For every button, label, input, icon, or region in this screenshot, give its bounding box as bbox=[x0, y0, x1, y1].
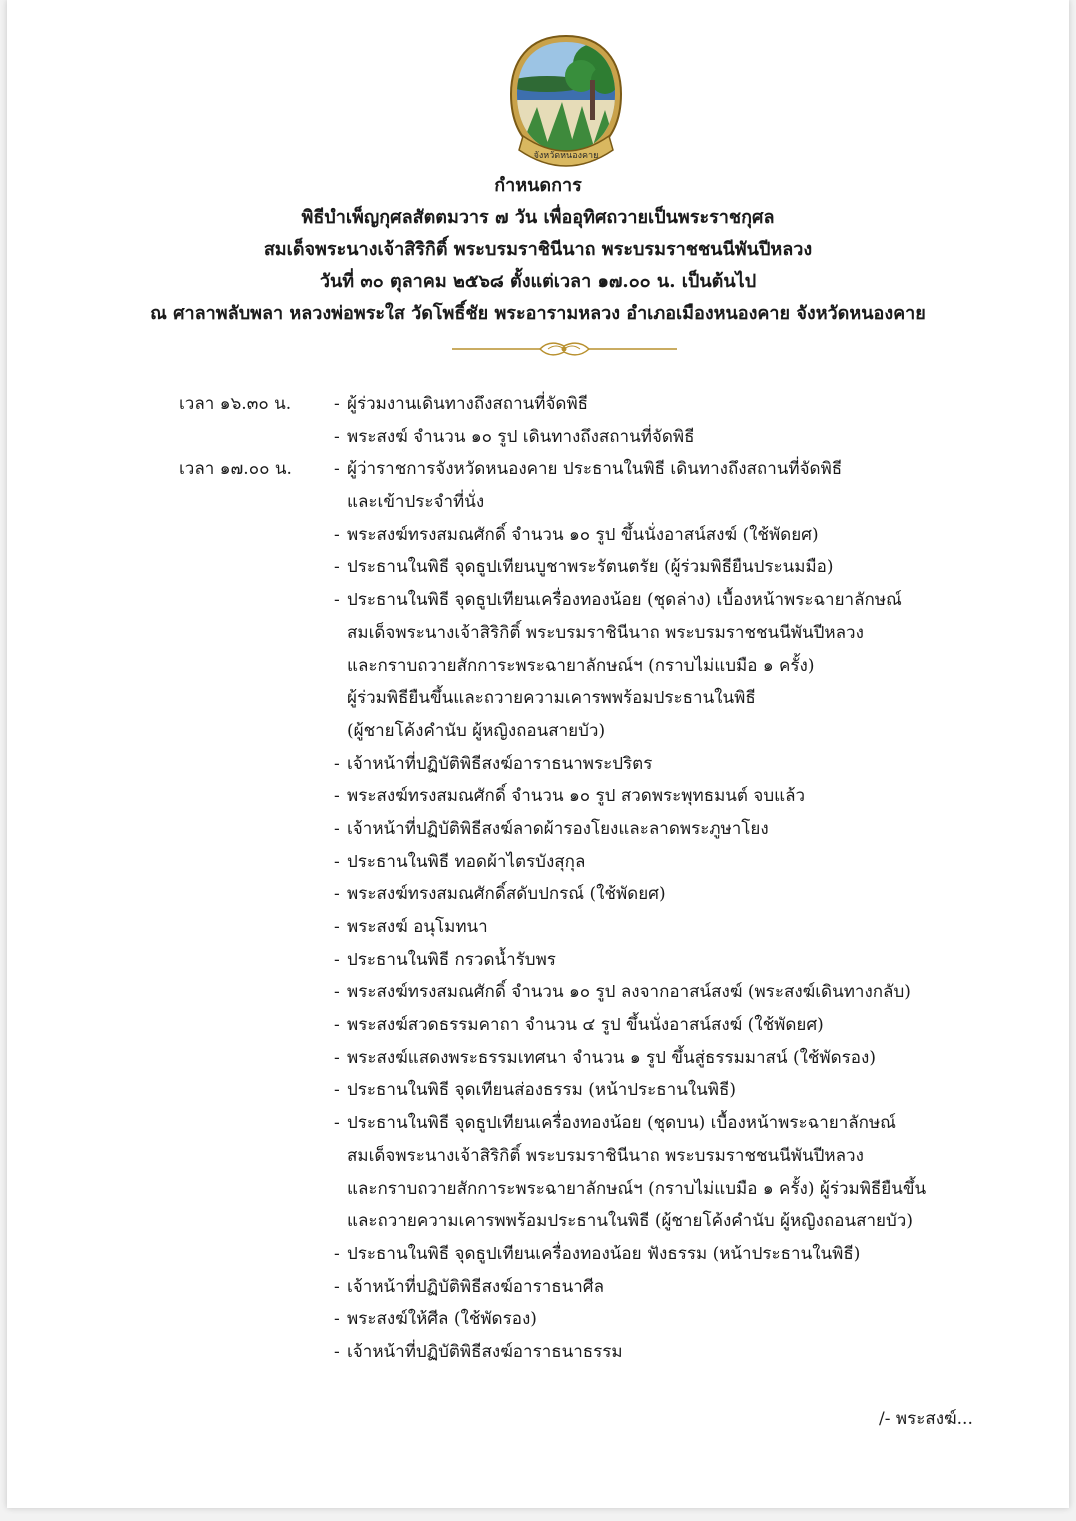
bullet-dash: - bbox=[334, 917, 340, 937]
bullet-dash: - bbox=[334, 524, 340, 545]
schedule-text: และกราบถวายสักการะพระฉายาลักษณ์ฯ (กราบไม่แบมือ ๑ ครั้ง) bbox=[347, 655, 815, 676]
bullet-dash: - bbox=[334, 1047, 340, 1068]
schedule-item-continuation bbox=[7, 715, 1069, 748]
bullet-dash: - bbox=[334, 1080, 340, 1101]
bullet-dash: - bbox=[334, 426, 340, 447]
schedule-item bbox=[7, 551, 1069, 584]
date-time-line: วันที่ ๓๐ ตุลาคม ๒๕๖๘ ตั้งแต่เวลา ๑๗.๐๐ น. เป็นต้นไป bbox=[319, 271, 757, 292]
venue-line: ณ ศาลาพลับพลา หลวงพ่อพระใส วัดโพธิ์ชัย พระอารามหลวง อำเภอเมืองหนองคาย จังหวัดหนองคาย bbox=[150, 303, 926, 324]
ornament-divider-icon bbox=[452, 336, 677, 362]
schedule-text: พระสงฆ์ทรงสมณศักดิ์สดับปกรณ์ (ใช้พัดยศ) bbox=[347, 884, 666, 905]
dedication-line: สมเด็จพระนางเจ้าสิริกิติ์ พระบรมราชินีนาถ พระบรมราชชนนีพันปีหลวง bbox=[263, 239, 813, 260]
schedule-item bbox=[7, 584, 1069, 617]
schedule-text: พระสงฆ์แสดงพระธรรมเทศนา จำนวน ๑ รูป ขึ้นสู่ธรรมมาสน์ (ใช้พัดรอง) bbox=[347, 1047, 876, 1068]
schedule-item bbox=[7, 1271, 1069, 1304]
document-header bbox=[7, 170, 1069, 330]
schedule-item bbox=[7, 421, 1069, 454]
schedule-item-continuation bbox=[7, 486, 1069, 519]
schedule-item-continuation bbox=[7, 1140, 1069, 1173]
schedule-item bbox=[7, 780, 1069, 813]
continuation-note: /- พระสงฆ์... bbox=[879, 1409, 973, 1429]
nong-khai-seal-icon bbox=[507, 32, 625, 172]
bullet-dash: - bbox=[334, 753, 340, 774]
schedule-text: ประธานในพิธี จุดเทียนส่องธรรม (หน้าประธานในพิธี) bbox=[347, 1080, 736, 1101]
schedule-text: พระสงฆ์ทรงสมณศักดิ์ จำนวน ๑๐ รูป ขึ้นนั่งอาสน์สงฆ์ (ใช้พัดยศ) bbox=[347, 524, 819, 545]
schedule-item bbox=[7, 453, 1069, 486]
schedule-text: สมเด็จพระนางเจ้าสิริกิติ์ พระบรมราชินีนาถ พระบรมราชชนนีพันปีหลวง bbox=[347, 1145, 864, 1166]
bullet-dash: - bbox=[334, 1309, 340, 1330]
schedule-text: ประธานในพิธี จุดธูปเทียนบูชาพระรัตนตรัย (ผู้ร่วมพิธียืนประนมมือ) bbox=[347, 557, 834, 578]
schedule-item bbox=[7, 748, 1069, 781]
schedule-text: เจ้าหน้าที่ปฏิบัติพิธีสงฆ์อาราธนาศีล bbox=[347, 1276, 604, 1297]
seal-label: จังหวัดหนองคาย bbox=[533, 151, 599, 161]
schedule-text: เจ้าหน้าที่ปฏิบัติพิธีสงฆ์อาราธนาธรรม bbox=[347, 1341, 623, 1362]
schedule-item bbox=[7, 388, 1069, 421]
schedule-item bbox=[7, 519, 1069, 552]
schedule-time: เวลา ๑๗.๐๐ น. bbox=[179, 459, 292, 480]
schedule-item bbox=[7, 1042, 1069, 1075]
bullet-dash: - bbox=[334, 884, 340, 905]
schedule-text: และถวายความเคารพพร้อมประธานในพิธี (ผู้ชายโค้งคำนับ ผู้หญิงถอนสายบัว) bbox=[347, 1211, 913, 1232]
schedule-text: ประธานในพิธี จุดธูปเทียนเครื่องทองน้อย (ชุดบน) เบื้องหน้าพระฉายาลักษณ์ bbox=[347, 1113, 896, 1134]
schedule-text: ประธานในพิธี จุดธูปเทียนเครื่องทองน้อย (ชุดล่าง) เบื้องหน้าพระฉายาลักษณ์ bbox=[347, 590, 902, 611]
bullet-dash: - bbox=[334, 557, 340, 578]
schedule-item-continuation bbox=[7, 1205, 1069, 1238]
schedule-item bbox=[7, 944, 1069, 977]
schedule-text: สมเด็จพระนางเจ้าสิริกิติ์ พระบรมราชินีนาถ พระบรมราชชนนีพันปีหลวง bbox=[347, 622, 864, 643]
schedule-text: ผู้ร่วมพิธียืนขึ้นและถวายความเคารพพร้อมประธานในพิธี bbox=[347, 688, 756, 709]
schedule-item-continuation bbox=[7, 617, 1069, 650]
schedule-list bbox=[7, 388, 1069, 1369]
document-title: กำหนดการ bbox=[494, 175, 582, 196]
schedule-text: (ผู้ชายโค้งคำนับ ผู้หญิงถอนสายบัว) bbox=[347, 720, 606, 741]
schedule-item bbox=[7, 1009, 1069, 1042]
schedule-text: เจ้าหน้าที่ปฏิบัติพิธีสงฆ์ลาดผ้ารองโยงและลาดพระภูษาโยง bbox=[347, 818, 769, 839]
bullet-dash: - bbox=[334, 394, 340, 414]
schedule-item bbox=[7, 1303, 1069, 1336]
schedule-item bbox=[7, 1336, 1069, 1369]
schedule-item bbox=[7, 878, 1069, 911]
bullet-dash: - bbox=[334, 949, 340, 970]
schedule-item bbox=[7, 1074, 1069, 1107]
schedule-item bbox=[7, 813, 1069, 846]
schedule-text: ผู้ว่าราชการจังหวัดหนองคาย ประธานในพิธี เดินทางถึงสถานที่จัดพิธี bbox=[347, 459, 843, 480]
bullet-dash: - bbox=[334, 851, 340, 872]
schedule-item bbox=[7, 911, 1069, 944]
schedule-time: เวลา ๑๖.๓๐ น. bbox=[179, 394, 292, 414]
schedule-text: พระสงฆ์ทรงสมณศักดิ์ จำนวน ๑๐ รูป สวดพระพุทธมนต์ จบแล้ว bbox=[347, 786, 806, 807]
schedule-item bbox=[7, 846, 1069, 879]
schedule-text: พระสงฆ์ให้ศีล (ใช้พัดรอง) bbox=[347, 1309, 537, 1330]
bullet-dash: - bbox=[334, 590, 340, 611]
schedule-item bbox=[7, 1107, 1069, 1140]
bullet-dash: - bbox=[334, 1015, 340, 1036]
schedule-item bbox=[7, 1238, 1069, 1271]
bullet-dash: - bbox=[334, 1341, 340, 1362]
bullet-dash: - bbox=[334, 1113, 340, 1134]
schedule-text: พระสงฆ์ จำนวน ๑๐ รูป เดินทางถึงสถานที่จัดพิธี bbox=[347, 426, 695, 447]
schedule-text: ผู้ร่วมงานเดินทางถึงสถานที่จัดพิธี bbox=[347, 394, 589, 414]
schedule-text: พระสงฆ์ทรงสมณศักดิ์ จำนวน ๑๐ รูป ลงจากอาสน์สงฆ์ (พระสงฆ์เดินทางกลับ) bbox=[347, 982, 911, 1003]
bullet-dash: - bbox=[334, 1276, 340, 1297]
bullet-dash: - bbox=[334, 786, 340, 807]
schedule-item-continuation bbox=[7, 682, 1069, 715]
schedule-text: ประธานในพิธี ทอดผ้าไตรบังสุกุล bbox=[347, 851, 586, 872]
schedule-text: พระสงฆ์สวดธรรมคาถา จำนวน ๔ รูป ขึ้นนั่งอาสน์สงฆ์ (ใช้พัดยศ) bbox=[347, 1015, 824, 1036]
schedule-text: ประธานในพิธี กรวดน้ำรับพร bbox=[347, 949, 556, 970]
schedule-text: ประธานในพิธี จุดธูปเทียนเครื่องทองน้อย ฟังธรรม (หน้าประธานในพิธี) bbox=[347, 1243, 861, 1264]
ceremony-name: พิธีบำเพ็ญกุศลสัตตมวาร ๗ วัน เพื่ออุทิศถวายเป็นพระราชกุศล bbox=[301, 207, 775, 228]
bullet-dash: - bbox=[334, 1243, 340, 1264]
bullet-dash: - bbox=[334, 982, 340, 1003]
schedule-item-continuation bbox=[7, 650, 1069, 683]
bullet-dash: - bbox=[334, 818, 340, 839]
schedule-item bbox=[7, 976, 1069, 1009]
bullet-dash: - bbox=[334, 459, 340, 480]
schedule-text: เจ้าหน้าที่ปฏิบัติพิธีสงฆ์อาราธนาพระปริตร bbox=[347, 753, 653, 774]
schedule-item-continuation bbox=[7, 1173, 1069, 1206]
schedule-text: พระสงฆ์ อนุโมทนา bbox=[347, 917, 488, 937]
schedule-text: และเข้าประจำที่นั่ง bbox=[347, 492, 485, 513]
document-page bbox=[7, 0, 1069, 1508]
schedule-text: และกราบถวายสักการะพระฉายาลักษณ์ฯ (กราบไม่แบมือ ๑ ครั้ง) ผู้ร่วมพิธียืนขึ้น bbox=[347, 1178, 927, 1199]
